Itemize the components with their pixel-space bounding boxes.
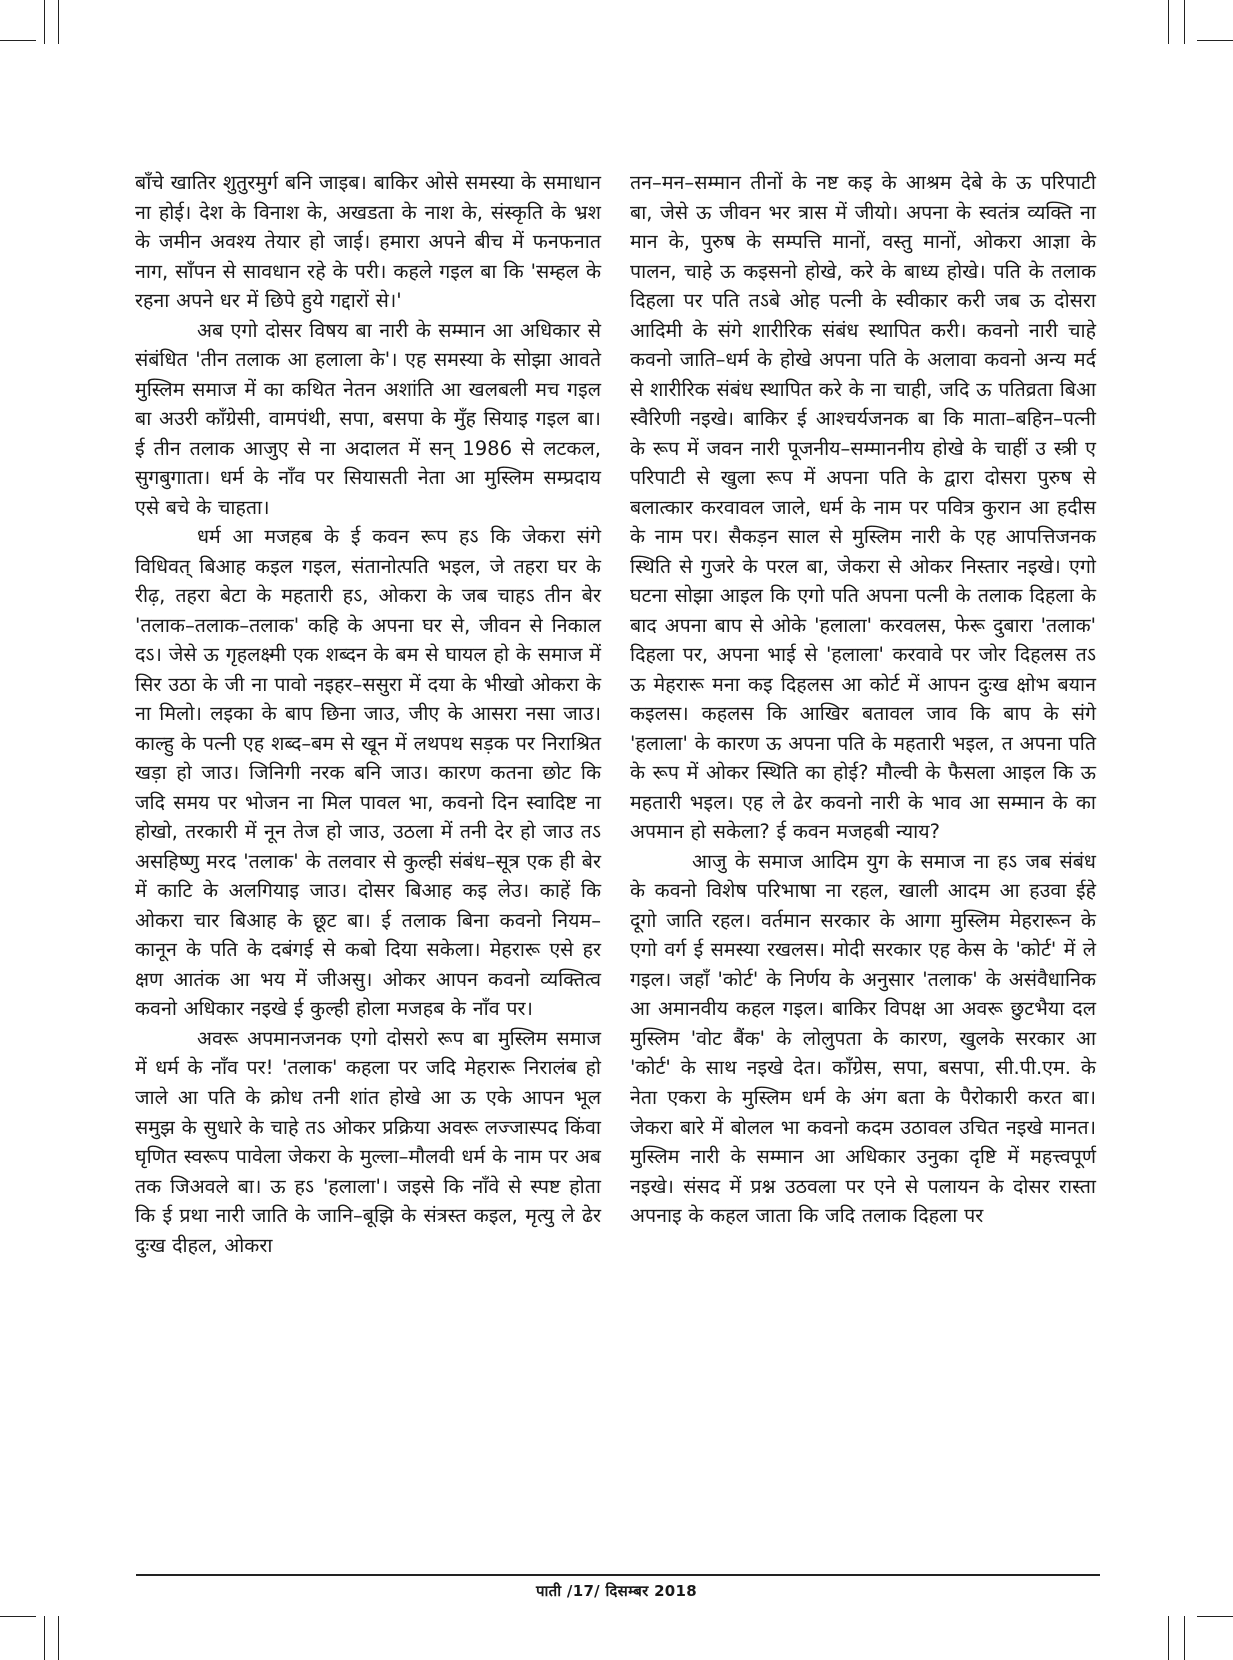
crop-mark-bottom-left-vertical — [44, 1616, 45, 1660]
crop-mark-top-left-vertical-inner — [58, 0, 59, 44]
left-paragraph-3: धर्म आ मजहब के ई कवन रूप हऽ कि जेकरा संगे विधिवत् बिआह कइल गइल, संतानोत्पति भइल, जे तहरा घर के रीढ़, तहरा बेटा के महतारी हऽ, ओकरा के जब चाहऽ तीन बेर 'तलाक–तलाक–तलाक' कहि के अपना घर से, जीवन से निकाल दऽ। जेसे ऊ गृहलक्ष्मी एक शब्दन के बम से घायल हो के समाज में सिर उठा के जी ना पावो नइहर–ससुरा में दया के भीखो ओकरा के ना मिलो। लइका के बाप छिना जाउ, जीए के आसरा नसा जाउ। काल्हु के पत्नी एह शब्द–बम से खून में लथपथ सड़क पर निराश्रित खड़ा हो जाउ। जिनिगी नरक बनि जाउ। कारण कतना छोट कि जदि समय पर भोजन ना मिल पावल भा, कवनो दिन स्वादिष्ट ना होखो, तरकारी में नून तेज हो जाउ, उठला में तनी देर हो जाउ तऽ असहिष्णु मरद 'तलाक' के तलवार से कुल्ही संबंध–सूत्र एक ही बेर में काटि के अलगियाइ जाउ। दोसर बिआह कइ लेउ। काहें कि ओकरा चार बिआह के छूट बा। ई तलाक बिना कवनो नियम–कानून के पति के दबंगई से कबो दिया सकेला। मेहरारू एसे हर क्षण आतंक आ भय में जीअसु। ओकर आपन कवनो व्यक्तित्व कवनो अधिकार नइखे ई कुल्ही होला मजहब के नाँव पर। — [135, 525, 601, 1021]
left-paragraph-1: बाँचे खातिर शुतुरमुर्ग बनि जाइब। बाकिर ओसे समस्या के समाधान ना होई। देश के विनाश के, अखडता के नाश के, संस्कृति के भ्रश के जमीन अवश्य तेयार हो जाई। हमारा अपने बीच में फनफनात नाग, साँपन से सावधान रहे के परी। कहले गइल बा कि 'सम्हल के रहना अपने धर में छिपे हुये गद्दारों से।' — [135, 171, 601, 313]
crop-mark-top-left-horizontal — [0, 40, 36, 41]
crop-mark-top-right-horizontal — [1197, 40, 1233, 41]
right-paragraph-1: तन–मन–सम्मान तीनों के नष्ट कइ के आश्रम देबे के ऊ परिपाटी बा, जेसे ऊ जीवन भर त्रास में जीयो। अपना के स्वतंत्र व्यक्ति ना मान के, पुरुष के सम्पत्ति मानों, वस्तु मानों, ओकरा आज्ञा के पालन, चाहे ऊ कइसनो होखे, करे के बाध्य होखे। पति के तलाक दिहला पर पति तऽबे ओह पत्नी के स्वीकार करी जब ऊ दोसरा आदिमी के संगे शारीरिक संबंध स्थापित करी। कवनो नारी चाहे कवनो जाति–धर्म के होखे अपना पति के अलावा कवनो अन्य मर्द से शारीरिक संबंध स्थापित करे के ना चाही, जदि ऊ पतिव्रता बिआ स्वैरिणी नइखे। बाकिर ई आश्चर्यजनक बा कि माता–बहिन–पत्नी के रूप में जवन नारी पूजनीय–सम्माननीय होखे के चाहीं उ स्त्री ए परिपाटी से खुला रूप में अपना पति के द्वारा दोसरा पुरुष से बलात्कार करवावल जाले, धर्म के नाम पर पवित्र कुरान आ हदीस के नाम पर। सैकड़न साल से मुस्लिम नारी के एह आपत्तिजनक स्थिति से गुजरे के परल बा, जेकरा से ओकर निस्तार नइखे। एगो घटना सोझा आइल कि एगो पति अपना पत्नी के तलाक दिहला के बाद अपना बाप से ओके 'हलाला' करवलस, फेरू दुबारा 'तलाक' दिहला पर, अपना भाई से 'हलाला' करवावे पर जोर दिहलस तऽ ऊ मेहरारू मना कइ दिहलस आ कोर्ट में आपन दुःख क्षोभ बयान कइलस। कहलस कि आखिर बतावल जाव कि बाप के संगे 'हलाला' के कारण ऊ अपना पति के महतारी भइल, त अपना पति के रूप में ओकर स्थिति का होई? मौल्वी के फैसला आइल कि ऊ महतारी भइल। एह ले ढेर कवनो नारी के भाव आ सम्मान के का अपमान हो सकेला? ई कवन मजहबी न्याय? — [630, 171, 1096, 844]
left-paragraph-4: अवरू अपमानजनक एगो दोसरो रूप बा मुस्लिम समाज में धर्म के नाँव पर! 'तलाक' कहला पर जदि मेहरारू निरालंब हो जाले आ पति के क्रोध तनी शांत होखे आ ऊ एके आपन भूल समुझ के सुधारे के चाहे तऽ ओकर प्रक्रिया अवरू लज्जास्पद किंवा घृणित स्वरूप पावेला जेकरा के मुल्ला–मौलवी धर्म के नाम पर अब तक जिअवले बा। ऊ हऽ 'हलाला'। जइसे कि नाँवे से स्पष्ट होता कि ई प्रथा नारी जाति के जानि–बूझि के संत्रस्त कइल, मृत्यु ले ढेर दुःख दीहल, ओकरा — [135, 1026, 601, 1257]
crop-mark-top-right-vertical-inner — [1184, 0, 1185, 44]
left-text-column — [135, 168, 601, 1260]
right-paragraph-2: आजु के समाज आदिम युग के समाज ना हऽ जब संबंध के कवनो विशेष परिभाषा ना रहल, खाली आदम आ हउवा ईहे दूगो जाति रहल। वर्तमान सरकार के आगा मुस्लिम मेहरारून के एगो वर्ग ई समस्या रखलस। मोदी सरकार एह केस के 'कोर्ट' में ले गइल। जहाँ 'कोर्ट' के निर्णय के अनुसार 'तलाक' के असंवैधानिक आ अमानवीय कहल गइल। बाकिर विपक्ष आ अवरू छुटभैया दल मुस्लिम 'वोट बैंक' के लोलुपता के कारण, खुलके सरकार आ 'कोर्ट' के साथ नइखे देत। काँग्रेस, सपा, बसपा, सी.पी.एम. के नेता एकरा के मुस्लिम धर्म के अंग बता के पैरोकारी करत बा। जेकरा बारे में बोलल भा कवनो कदम उठावल उचित नइखे मानत। मुस्लिम नारी के सम्मान आ अधिकार उनुका दृष्टि में महत्त्वपूर्ण नइखे। संसद में प्रश्न उठवला पर एने से पलायन के दोसर रास्ता अपनाइ के कहल जाता कि जदि तलाक दिहला पर — [630, 849, 1096, 1228]
crop-mark-top-left-vertical — [44, 0, 45, 44]
left-paragraph-2: अब एगो दोसर विषय बा नारी के सम्मान आ अधिकार से संबंधित 'तीन तलाक आ हलाला के'। एह समस्या के सोझा आवते मुस्लिम समाज में का कथित नेतन अशांति आ खलबली मच गइल बा अउरी काँग्रेसी, वामपंथी, सपा, बसपा के मुँह सियाइ गइल बा। ई तीन तलाक आजुए से ना अदालत में सन् 1986 से लटकल, सुगबुगाता। धर्म के नाँव पर सियासती नेता आ मुस्लिम सम्प्रदाय एसे बचे के चाहता। — [135, 318, 601, 519]
page-footer: पाती /17/ दिसम्बर 2018 — [535, 1582, 698, 1600]
right-text-column — [630, 168, 1096, 1231]
footer-rule — [136, 1574, 1100, 1576]
crop-mark-bottom-right-vertical-inner — [1184, 1616, 1185, 1660]
crop-mark-bottom-left-vertical-inner — [58, 1616, 59, 1660]
crop-mark-bottom-left-horizontal — [0, 1616, 36, 1617]
crop-mark-bottom-right-vertical — [1168, 1616, 1169, 1660]
crop-mark-bottom-right-horizontal — [1197, 1616, 1233, 1617]
crop-mark-top-right-vertical — [1168, 0, 1169, 44]
